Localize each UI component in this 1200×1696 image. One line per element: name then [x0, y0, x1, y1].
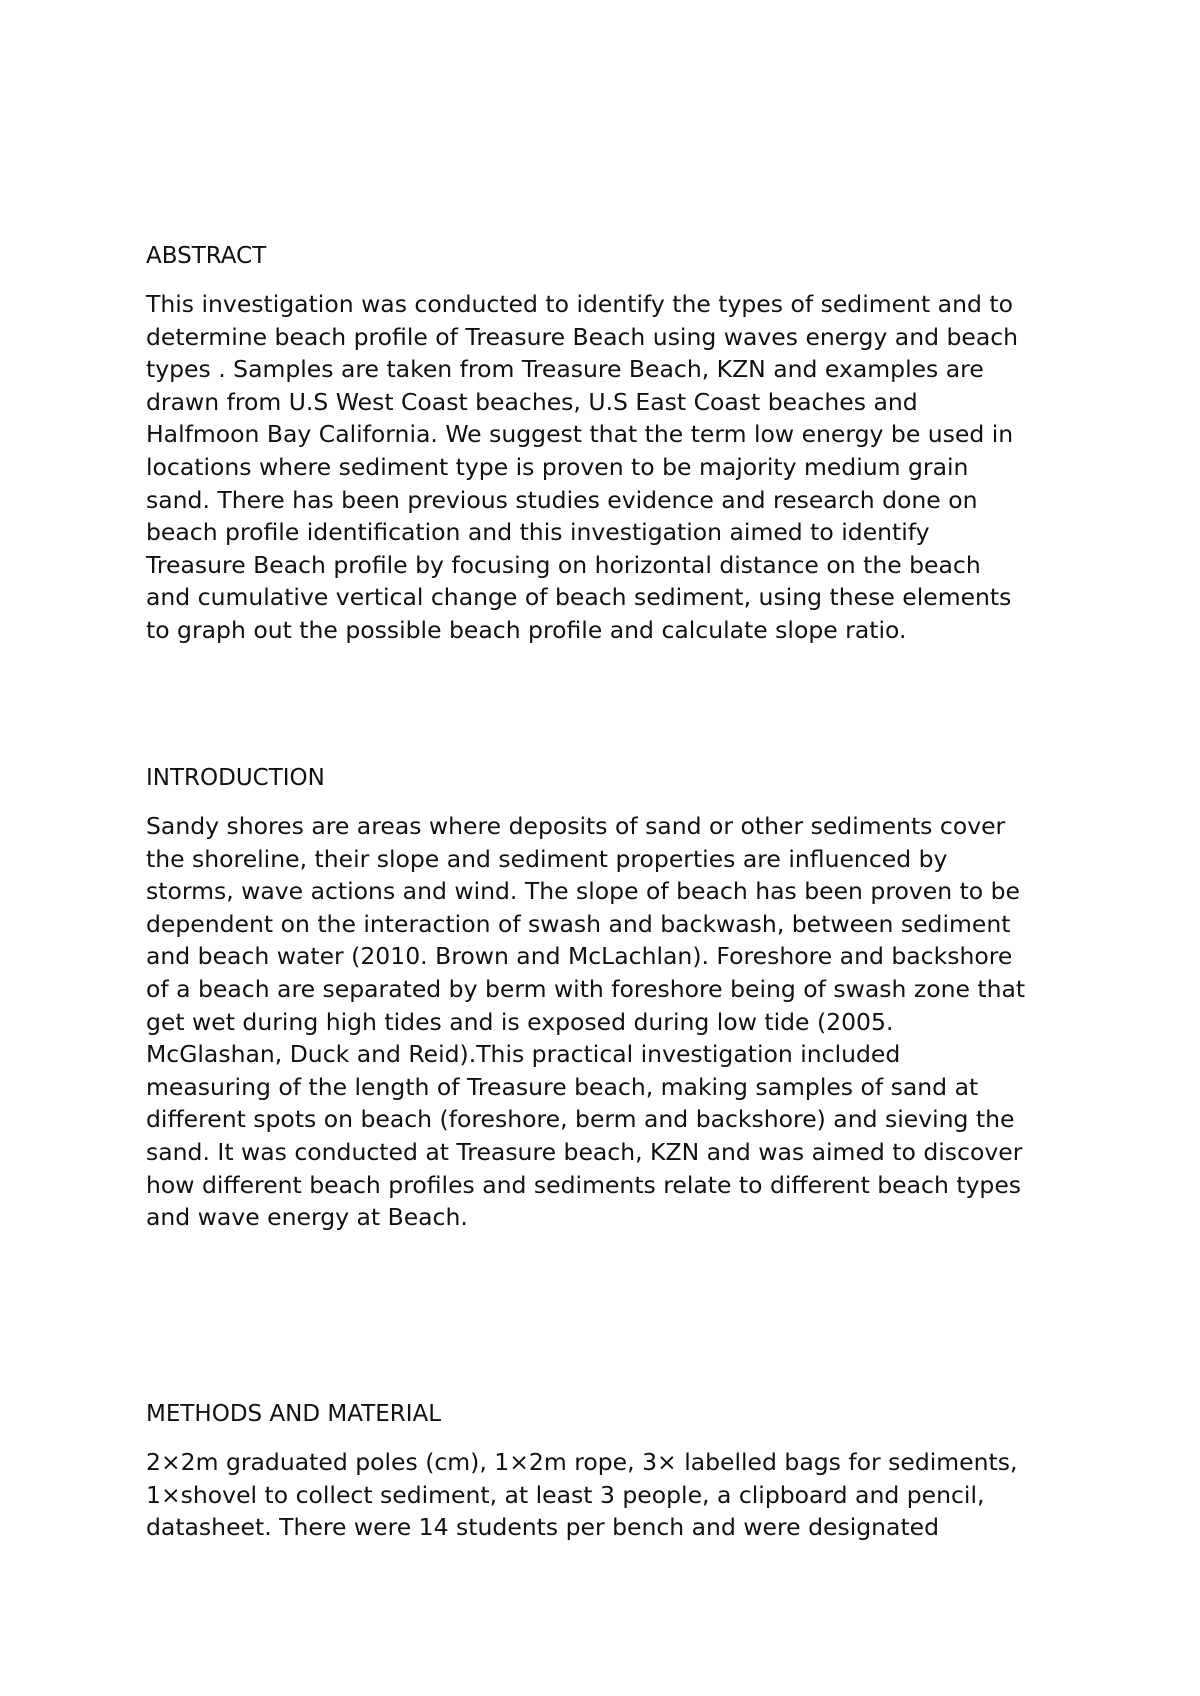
- methods-heading: METHODS AND MATERIAL: [146, 1401, 442, 1427]
- methods-section: [146, 1398, 1066, 1544]
- introduction-line: storms, wave actions and wind. The slope of beach has been proven to be: [146, 877, 1021, 906]
- introduction-heading: INTRODUCTION: [146, 765, 325, 791]
- introduction-paragraph: [146, 810, 1066, 1234]
- abstract-line: beach profile identification and this investigation aimed to identify: [146, 518, 930, 547]
- introduction-line: different spots on beach (foreshore, berm and backshore) and sieving the: [146, 1105, 1015, 1134]
- introduction-line: McGlashan, Duck and Reid).This practical investigation included: [146, 1040, 901, 1069]
- introduction-line: of a beach are separated by berm with foreshore being of swash zone that: [146, 974, 1026, 1003]
- introduction-line: measuring of the length of Treasure beach, making samples of sand at: [146, 1072, 979, 1101]
- introduction-line: get wet during high tides and is exposed during low tide (2005.: [146, 1007, 894, 1036]
- abstract-line: Treasure Beach profile by focusing on horizontal distance on the beach: [146, 550, 981, 579]
- methods-line: 2×2m graduated poles (cm), 1×2m rope, 3× labelled bags for sediments,: [146, 1448, 1018, 1476]
- methods-line: 1×shovel to collect sediment, at least 3 people, a clipboard and pencil,: [146, 1480, 985, 1509]
- introduction-line: dependent on the interaction of swash and backwash, between sediment: [146, 909, 1011, 938]
- introduction-line: and wave energy at Beach.: [146, 1203, 468, 1232]
- abstract-line: to graph out the possible beach profile and calculate slope ratio.: [146, 615, 907, 644]
- abstract-line: types . Samples are taken from Treasure Beach, KZN and examples are: [146, 355, 984, 384]
- abstract-heading: ABSTRACT: [146, 243, 267, 269]
- abstract-line: Halfmoon Bay California. We suggest that the term low energy be used in: [146, 420, 1014, 449]
- abstract-line: sand. There has been previous studies evidence and research done on: [146, 485, 978, 514]
- abstract-line: determine beach profile of Treasure Beach using waves energy and beach: [146, 322, 1019, 351]
- abstract-section: [146, 240, 1066, 647]
- introduction-line: the shoreline, their slope and sediment properties are influenced by: [146, 844, 948, 873]
- methods-paragraph: [146, 1446, 1066, 1544]
- abstract-line: locations where sediment type is proven to be majority medium grain: [146, 452, 969, 481]
- abstract-line: This investigation was conducted to identify the types of sediment and to: [146, 290, 1013, 318]
- abstract-paragraph: [146, 288, 1066, 647]
- introduction-line: how different beach profiles and sediments relate to different beach types: [146, 1170, 1022, 1199]
- introduction-line: and beach water (2010. Brown and McLachlan). Foreshore and backshore: [146, 942, 1013, 971]
- introduction-line: sand. It was conducted at Treasure beach, KZN and was aimed to discover: [146, 1137, 1023, 1166]
- abstract-line: and cumulative vertical change of beach sediment, using these elements: [146, 583, 1012, 612]
- introduction-section: [146, 762, 1066, 1234]
- abstract-line: drawn from U.S West Coast beaches, U.S East Coast beaches and: [146, 387, 918, 416]
- methods-line: datasheet. There were 14 students per bench and were designated: [146, 1513, 940, 1542]
- introduction-line: Sandy shores are areas where deposits of sand or other sediments cover: [146, 812, 1006, 840]
